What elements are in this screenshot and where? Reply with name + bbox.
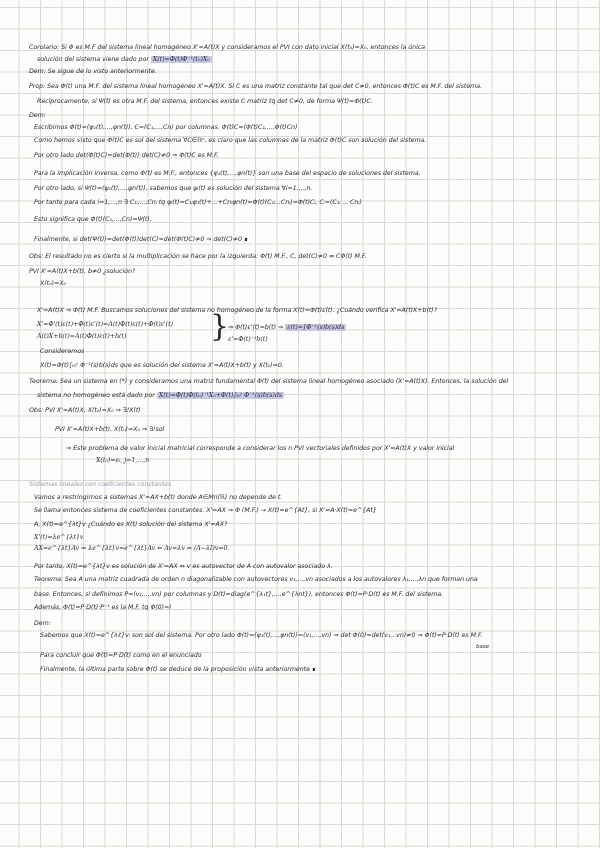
corollary-statement: Corolario: Si Φ es M.F del sistema lineal homogéneo X'=A(t)X y consideramos el PVI con dato inicial X(t₀)=X₀, entonces la única [29, 44, 426, 51]
proof-line: Por otro lado det(Φ(t)C)=det(Φ(t))·det(C)≠0 ⇒ Φ(t)C es M.F. [34, 152, 219, 159]
proof-reference: Dem: Se sigue de lo visto anteriormente. [29, 68, 157, 75]
observation-pvi-2: PVI X'=A(t)X+b(t), X(t₀)=X₀ ⇒ ∃!sol [55, 426, 165, 433]
pvi-initial-condition: X(t₀)=X₀ [40, 280, 66, 287]
proof-line: Esto significa que Φ(t)(C₁,...,Cn)=Ψ(t). [34, 216, 152, 223]
theorem-diagonalizable: Teorema: Sea A una matriz cuadrada de orden n diagonalizable con autovectores v₁,...,vn asociados a los autovalores λ₁,...,λn que forman una [34, 576, 478, 583]
corollary-statement-cont [37, 56, 212, 64]
derivation-line: X'=Φ'(t)ε(t)+Φ(t)ε'(t)=A(t)Φ(t)ε(t)+Φ(t)ε'(t) [37, 321, 173, 328]
right-brace: } [210, 309, 230, 344]
particular-solution: X(t)=Φ(t)∫ₜ₀ᵗ Φ⁻¹(s)b(s)ds que es solución del sistema X'=A(t)X+b(t) y X(t₀)=0. [40, 362, 284, 369]
proposition-statement: Prop: Sea Φ(t) una M.F. del sistema lineal homogéneo X'=A(t)X. Si C es una matriz constante tal que det C≠0, entonces Φ(t)C es M.F. del sistema. [29, 83, 482, 90]
theorem-text: sistema no homogéneo está dado por [37, 392, 155, 399]
proof-line-2: Sabemos que X(t)=e^{λᵢt}vᵢ son sol del sistema. Por otro lado Φ(t)=(φ₁(t),...,φn(t))=(v₁,...,vn) ⇒ det Φ(0)=det(v₁...vn)≠0 ⇒ Φ(t)=P·D(t) es M.F. [40, 632, 483, 639]
proof-line: Como hemos visto que Φ(t)C es sol del sistema ∀C∈ℝⁿ, es claro que las columnas de la matriz Φ(t)C son solución del sistema. [34, 137, 427, 144]
consider-label: Consideremos [40, 348, 85, 355]
proof-heading-2: Dem: [34, 620, 51, 627]
theorem-formula-highlight: X(t)=Φ(t)Φ(t₀)⁻¹X₀+Φ(t)∫ₜ₀ᵗ Φ⁻¹(s)b(s)ds [158, 392, 282, 399]
section-title: Sistemas lineales con coeficientes constantes [29, 481, 172, 488]
corollary-text: solución del sistema viene dado por [37, 56, 149, 63]
derivation-result [228, 324, 346, 332]
epsilon-derivative: ε'=Φ(t)⁻¹b(t) [228, 336, 268, 343]
proof-line-3: Para concluir que Φ(t)=P·D(t) como en el enunciado [40, 652, 202, 659]
proof-conclusion: Finalmente, si det(Ψ(t))=det(Φ(t))det(C)=det(Φ(t)C)≠0 ⇒ det(C)≠0 ∎ [34, 236, 248, 243]
eigen-conclusion: Por tanto, X(t)=e^{λt}v es solución de X'=AX ⇔ v es autovector de A con autovalor asociado λ. [34, 563, 333, 570]
base-annotation: base [476, 644, 490, 650]
observation: Obs: El resultado no es cierto si la multiplicación se hace por la izquierda: Φ(t) M.F., C, det(C)≠0 ⇏ CΦ(t) M.F. [29, 253, 367, 260]
section-intro: Vamos a restringirnos a sistemas X'=AX+b(t) donde A∈Mn(ℝ) no depende de t. [34, 494, 283, 501]
matrix-ivp-remark: ⇒ Este problema de valor inicial matricial corresponde a considerar los n PVI vectoriales definidos por X'=A(t)X y valor inicial [66, 445, 455, 452]
variation-of-parameters: X'=A(t)X ⇒ Φ(t) M.F. Buscamos soluciones del sistema no homogéneo de la forma X(t)=Φ(t)ε(t). ¿Cuándo verifica X'=A(t)X+b(t)? [37, 307, 438, 314]
corollary-formula-highlight: X(t)=Φ(t)Φ⁻¹(t₀)X₀ [152, 56, 210, 63]
proof-line: Para la implicación inversa, como Φ(t) es M.F., entonces {φ₁(t),...,φn(t)} son una base del espacio de soluciones del sistema. [34, 170, 421, 177]
proof-line: Por otro lado, si Ψ(t)=(ψ₁(t),...,ψn(t)), sabemos que ψᵢ(t) es solución del sistema ∀i=1,...,n. [34, 185, 313, 192]
theorem-statement-cont [37, 392, 284, 400]
proof-line: Por tanto para cada i=1,...,n ∃ C₁ᵢ,...,Cnᵢ tq ψᵢ(t)=C₁ᵢφ₁(t)+...+Cnᵢφn(t)=Φ(t)(C₁ᵢ...Cnᵢ)=Φ(t)Cᵢ, Cᵢ=(C₁ᵢ ... Cnᵢ) [34, 199, 362, 206]
exponential-ansatz: A, X(t)=e^{λt}v ¿Cuándo es X(t) solución del sistema X'=AX? [34, 521, 228, 528]
proof-final: Finalmente, la última parte sobre Φ(t) se deduce de la proposición vista anteriormente ∎ [40, 666, 316, 673]
proof-heading: Dem: [29, 112, 46, 119]
proposition-converse: Recíprocamente, si Ψ(t) es otra M.F. del sistema, entonces existe C matriz tq det C≠0, de forma Ψ(t)=Φ(t)C. [37, 98, 373, 105]
derivative-line: X'(t)=λe^{λt}v [34, 534, 84, 541]
observation-pvi: Obs: PVI X'=A(t)X, X(t₀)=X₀ ⇒ ∃!X(t) [29, 407, 141, 414]
theorem-diagonalizable-cont: base. Entonces, si definimos P=(v₁,...,vn) por columnas y D(t)=diag(e^{λ₁t},...,e^{λnt}), entonces Φ(t)=P·D(t) es M.F. del sistema. [34, 591, 444, 598]
proof-line: Escribimos Φ(t)=(φ₁(t),...,φn(t)), C=(C₁,...,Cn) por columnas. Φ(t)C=(Φ(t)C₁,...,Φ(t)Cn) [34, 124, 298, 131]
theorem-statement: Teorema: Sea un sistema en (*) y consideramos una matriz fundamental Φ(t) del sistema lineal homogéneo asociado (X'=A(t)X). Entonces, la solución del [29, 378, 509, 385]
derivation-line: A(t)X+b(t)=A(t)Φ(t)ε(t)+b(t) [37, 333, 127, 340]
epsilon-formula-highlight: ε(t)=∫Φ⁻¹(s)b(s)ds [287, 324, 345, 331]
theorem-diagonalizable-cont2: Además, Φ(t)=P·D(t)·P⁻¹ es la M.F. tq Φ(0)=I [34, 604, 172, 611]
eigen-condition: AX=e^{λt}Av ⇒ λe^{λt}v=e^{λt}Av ⇔ Av=λv ⇔ (A−λI)v=0. [34, 545, 230, 552]
section-definition: Se llama entonces sistema de coeficientes constantes. X'=AX ⇒ Φ (M.F.) → X(t)=e^{At}, si X'=A·X(t)=e^{At} [34, 507, 377, 514]
basis-initial-values: X(t₀)=eᵢ, j=1,...,n [96, 457, 150, 464]
derivation-arrow-text: ⇒ Φ(t)ε'(t)=b(t) ⇒ [228, 324, 284, 331]
pvi-system: PVI X'=A(t)X+b(t), b≠0 ¿solución? [29, 268, 136, 275]
